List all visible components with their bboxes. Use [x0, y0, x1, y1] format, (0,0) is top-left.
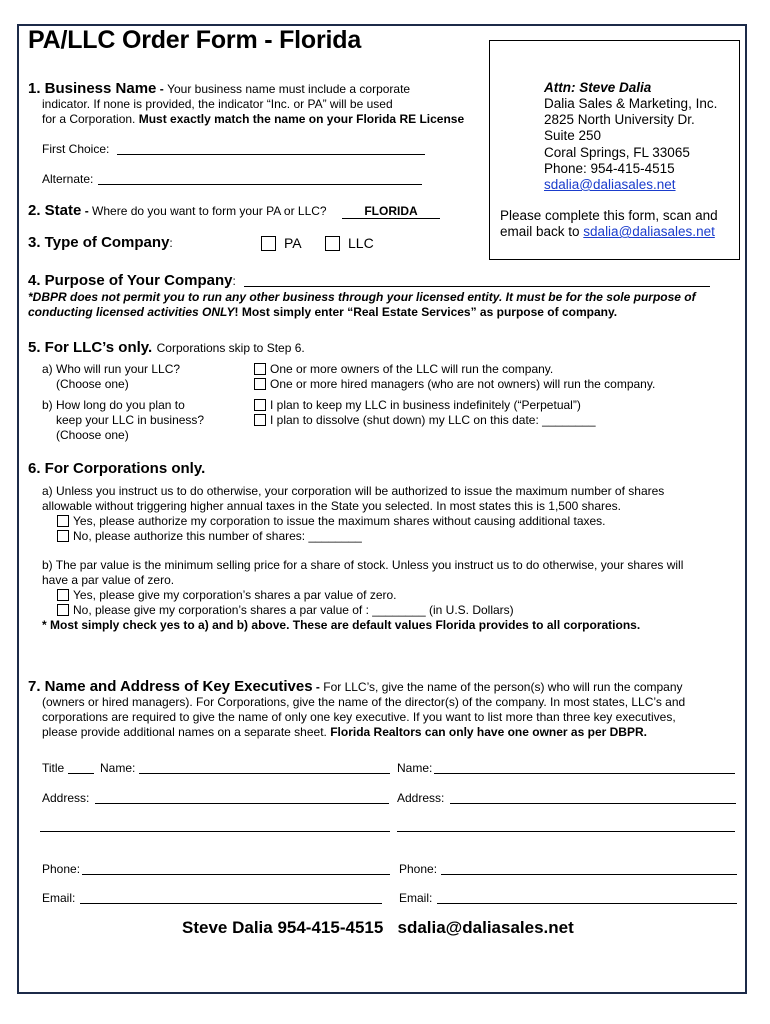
par-no-label: No, please give my corporation’s shares a par value of : ________ (in U.S. Dollars)	[73, 603, 514, 617]
q5b-option-perpetual[interactable]	[254, 398, 581, 412]
contact-city: Coral Springs, FL 33065	[544, 145, 690, 160]
section-1-dash: -	[156, 82, 168, 96]
contact-attn: Attn: Steve Dalia	[544, 80, 652, 95]
section-7-heading: 7. Name and Address of Key Executives	[28, 678, 313, 695]
exec2-address-field[interactable]	[450, 803, 736, 804]
first-choice-label: First Choice:	[42, 142, 110, 156]
section-7-dash: -	[312, 680, 324, 694]
section-2-dash: -	[81, 204, 93, 218]
managers-checkbox[interactable]	[254, 378, 266, 390]
section-2-question: Where do you want to form your PA or LLC?	[92, 204, 327, 218]
dbpr-note-italic: conducting licensed activities ONLY	[28, 305, 235, 319]
par-yes-checkbox[interactable]	[57, 589, 69, 601]
llc-label: LLC	[348, 235, 374, 251]
q6b-line1: b) The par value is the minimum selling price for a share of stock. Unless you instruct us to do otherwise, your shares will	[42, 558, 684, 572]
section-5-row	[28, 339, 305, 357]
section-1-line1: Your business name must include a corporate	[167, 82, 411, 96]
perpetual-label: I plan to keep my LLC in business indefinitely (“Perpetual”)	[270, 398, 581, 412]
exec2-address-line2[interactable]	[397, 831, 735, 832]
dissolve-label: I plan to dissolve (shut down) my LLC on this date: ________	[270, 413, 596, 427]
q6b-option-yes[interactable]	[57, 588, 397, 602]
type-llc-option[interactable]	[325, 235, 374, 251]
section-1-line3-bold: Must exactly match the name on your Florida RE License	[138, 112, 465, 126]
pa-label: PA	[284, 235, 302, 251]
section-1-heading: 1. Business Name	[28, 80, 157, 97]
pa-checkbox[interactable]	[261, 236, 276, 251]
exec1-address-field[interactable]	[95, 803, 389, 804]
section-4-colon: :	[232, 274, 236, 288]
section-6-heading: 6. For Corporations only.	[28, 460, 206, 477]
footer-contact	[182, 918, 574, 938]
exec2-name-label: Name:	[397, 761, 433, 775]
exec2-phone-label: Phone:	[399, 862, 438, 876]
exec2-email-field[interactable]	[437, 903, 737, 904]
q5a-option-managers[interactable]	[254, 377, 655, 391]
llc-checkbox[interactable]	[325, 236, 340, 251]
exec2-phone-field[interactable]	[441, 874, 737, 875]
state-field[interactable]: FLORIDA	[342, 204, 440, 219]
dbpr-note-line2	[28, 305, 617, 319]
q5a-line2: (Choose one)	[56, 377, 129, 391]
section-7-line2: (owners or hired managers). For Corporations, give the name of the director(s) of the company. In most states, LLC’s and	[42, 695, 686, 709]
contact-email-link[interactable]: sdalia@daliasales.net	[544, 177, 676, 192]
first-choice-field[interactable]	[117, 154, 425, 155]
section-2-row	[28, 202, 327, 220]
contact-company: Dalia Sales & Marketing, Inc.	[544, 96, 718, 111]
contact-suite: Suite 250	[544, 128, 602, 143]
section-1-line3-plain: for a Corporation.	[42, 112, 139, 126]
section-6-note: * Most simply check yes to a) and b) above. These are default values Florida provides to all corporations.	[42, 618, 641, 632]
section-7-line3: corporations are required to give the name of only one key executive. If you want to list more than three key executives,	[42, 710, 676, 724]
page-title: PA/LLC Order Form - Florida	[28, 26, 362, 54]
footer-email: sdalia@daliasales.net	[397, 918, 574, 937]
section-4-row	[28, 272, 236, 290]
exec2-name-field[interactable]	[434, 773, 735, 774]
exec1-phone-label: Phone:	[42, 862, 81, 876]
exec1-email-label: Email:	[42, 891, 76, 905]
exec1-name-field[interactable]	[139, 773, 390, 774]
contact-instructions-1: Please complete this form, scan and	[500, 208, 718, 223]
contact-instructions-2	[500, 224, 715, 239]
section-1-line2: indicator. If none is provided, the indicator “Inc. or PA” will be used	[42, 97, 393, 111]
exec1-phone-field[interactable]	[82, 874, 390, 875]
section-3-row	[28, 234, 173, 252]
managers-label: One or more hired managers (who are not owners) will run the company.	[270, 377, 656, 391]
owners-checkbox[interactable]	[254, 363, 266, 375]
exec1-title-field[interactable]	[68, 773, 94, 774]
dbpr-note-line1: *DBPR does not permit you to run any other business through your licensed entity. It must be for the sole purpose of	[28, 290, 696, 304]
q6a-line2: allowable without triggering higher annual taxes in the State you selected. In most states this is 1,500 shares.	[42, 499, 621, 513]
par-no-checkbox[interactable]	[57, 604, 69, 616]
exec1-address-line2[interactable]	[40, 831, 390, 832]
q5b-line3: (Choose one)	[56, 428, 129, 442]
section-4-heading: 4. Purpose of Your Company	[28, 272, 233, 289]
section-7-line4	[42, 725, 647, 739]
instructions-email-link[interactable]: sdalia@daliasales.net	[583, 224, 715, 239]
q6a-option-yes[interactable]	[57, 514, 606, 528]
section-3-heading: 3. Type of Company	[28, 234, 170, 251]
exec2-address-label: Address:	[397, 791, 445, 805]
dbpr-note-rest: ! Most simply enter “Real Estate Services” as purpose of company.	[234, 305, 618, 319]
shares-no-checkbox[interactable]	[57, 530, 69, 542]
q6b-option-no[interactable]	[57, 603, 514, 617]
section-5-subheading: Corporations skip to Step 6.	[156, 341, 305, 355]
q5a-line1: a) Who will run your LLC?	[42, 362, 181, 376]
type-pa-option[interactable]	[261, 235, 302, 251]
section-3-colon: :	[169, 236, 173, 250]
exec2-email-label: Email:	[399, 891, 433, 905]
section-7-line1: For LLC’s, give the name of the person(s) who will run the company	[323, 680, 683, 694]
q6a-option-no[interactable]	[57, 529, 362, 543]
section-7-line4-plain: please provide additional names on a separate sheet.	[42, 725, 331, 739]
q5a-option-owners[interactable]	[254, 362, 553, 376]
perpetual-checkbox[interactable]	[254, 399, 266, 411]
alternate-field[interactable]	[98, 184, 422, 185]
q5b-line2: keep your LLC in business?	[56, 413, 205, 427]
section-7-row	[28, 678, 683, 696]
alternate-label: Alternate:	[42, 172, 94, 186]
contact-instructions-prefix: email back to	[500, 224, 584, 239]
section-5-heading: 5. For LLC’s only.	[28, 339, 153, 356]
exec1-email-field[interactable]	[80, 903, 382, 904]
shares-yes-checkbox[interactable]	[57, 515, 69, 527]
purpose-field[interactable]	[244, 286, 710, 287]
par-yes-label: Yes, please give my corporation’s shares a par value of zero.	[73, 588, 397, 602]
section-2-heading: 2. State	[28, 202, 82, 219]
exec1-address-label: Address:	[42, 791, 90, 805]
contact-phone: Phone: 954-415-4515	[544, 161, 675, 176]
dissolve-checkbox[interactable]	[254, 414, 266, 426]
shares-yes-label: Yes, please authorize my corporation to issue the maximum shares without causing additional taxes.	[73, 514, 606, 528]
q6b-line2: have a par value of zero.	[42, 573, 175, 587]
exec1-name-label: Name:	[100, 761, 136, 775]
q5b-line1: b) How long do you plan to	[42, 398, 185, 412]
q6a-line1: a) Unless you instruct us to do otherwise, your corporation will be authorized to issue the maximum number of shares	[42, 484, 665, 498]
q5b-option-dissolve[interactable]	[254, 413, 596, 427]
contact-street: 2825 North University Dr.	[544, 112, 695, 127]
owners-label: One or more owners of the LLC will run the company.	[270, 362, 554, 376]
shares-no-label: No, please authorize this number of shares: ________	[73, 529, 362, 543]
exec1-title-label: Title	[42, 761, 65, 775]
footer-name-phone: Steve Dalia 954-415-4515	[182, 918, 384, 937]
section-1-heading-row	[28, 80, 410, 98]
section-1-line3	[42, 112, 464, 126]
section-7-line4-bold: Florida Realtors can only have one owner as per DBPR.	[330, 725, 647, 739]
